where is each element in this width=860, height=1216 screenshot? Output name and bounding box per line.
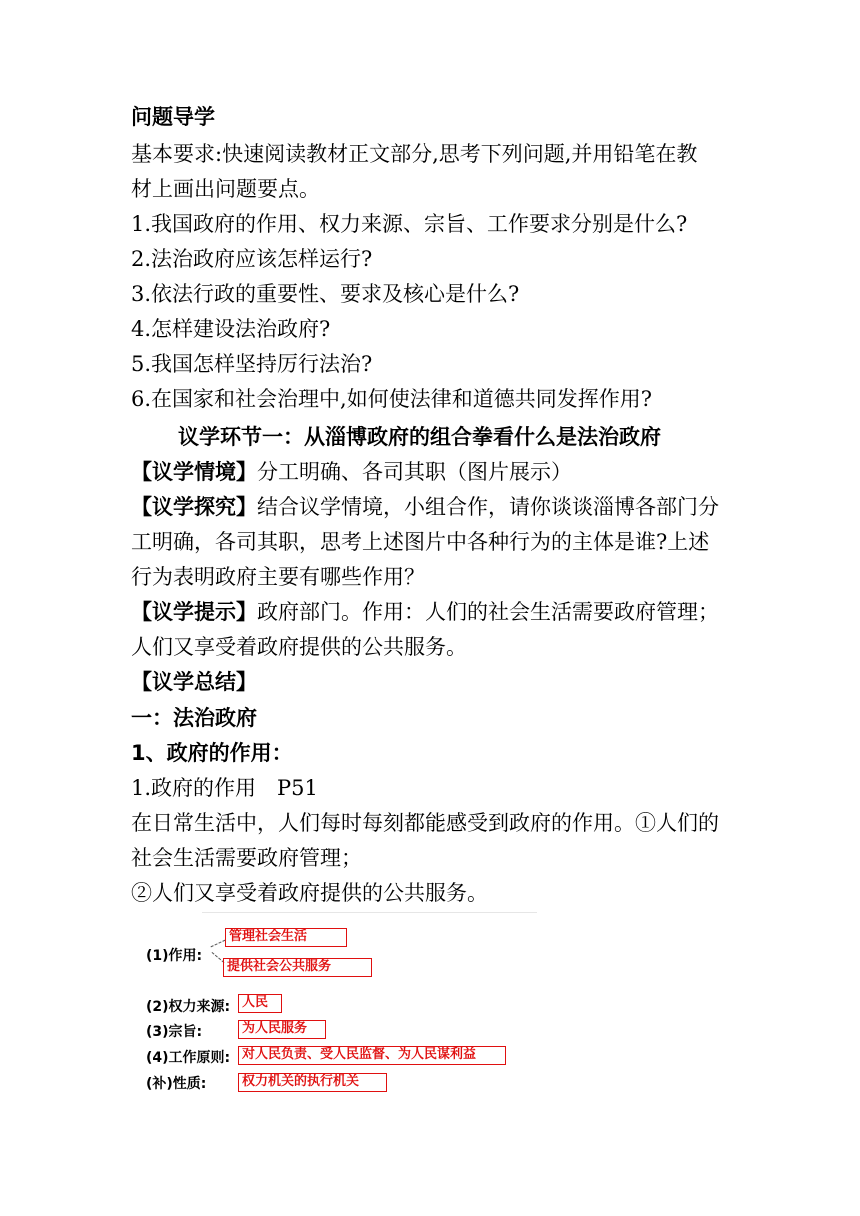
hint-text-1: 政府部门。作用：人们的社会生活需要政府管理； bbox=[257, 600, 719, 624]
purpose-box: 为人民服务 bbox=[238, 1020, 326, 1039]
section-title: 议学环节一：从淄博政府的组合拳看什么是法治政府 bbox=[178, 425, 661, 449]
body-line-3: ②人们又享受着政府提供的公共服务。 bbox=[131, 881, 488, 905]
hint-text-2: 人们又享受着政府提供的公共服务。 bbox=[131, 635, 467, 659]
government-role-diagram bbox=[130, 908, 540, 1098]
label-nature: (补)性质: bbox=[146, 1076, 207, 1092]
explore-text-3: 行为表明政府主要有哪些作用？ bbox=[131, 565, 425, 589]
explore-tag: 【议学探究】 bbox=[131, 495, 257, 519]
hint-tag: 【议学提示】 bbox=[131, 600, 257, 624]
principle-box: 对人民负责、受人民监督、为人民谋利益 bbox=[238, 1046, 506, 1065]
body-line-1: 在日常生活中，人们每时每刻都能感受到政府的作用。①人们的 bbox=[131, 811, 719, 835]
label-principle: (4)工作原则: bbox=[146, 1050, 231, 1066]
role-box-manage: 管理社会生活 bbox=[225, 928, 347, 947]
part-one-heading: 一：法治政府 bbox=[131, 706, 257, 730]
question-5: 5.我国怎样坚持厉行法治? bbox=[131, 352, 373, 376]
situation-paragraph bbox=[131, 454, 751, 490]
question-1: 1.我国政府的作用、权力来源、宗旨、工作要求分别是什么? bbox=[131, 212, 688, 236]
diagram-divider bbox=[202, 912, 537, 913]
body-line-2: 社会生活需要政府管理； bbox=[131, 846, 362, 870]
label-role: (1)作用: bbox=[146, 948, 203, 964]
explore-paragraph-line-1 bbox=[131, 489, 751, 525]
situation-text: 分工明确、各司其职（图片展示） bbox=[257, 460, 572, 484]
nature-box: 权力机关的执行机关 bbox=[238, 1073, 387, 1092]
heading-wenti-daoxue: 问题导学 bbox=[131, 105, 215, 129]
question-4: 4.怎样建设法治政府? bbox=[131, 317, 331, 341]
connector-upper bbox=[211, 940, 226, 948]
hint-paragraph-line-1 bbox=[131, 594, 751, 630]
question-6: 6.在国家和社会治理中,如何使法律和道德共同发挥作用? bbox=[131, 387, 652, 411]
situation-tag: 【议学情境】 bbox=[131, 460, 257, 484]
requirement-line-1: 基本要求:快速阅读教材正文部分,思考下列问题,并用铅笔在教 bbox=[131, 142, 698, 166]
point-one-heading: 1、政府的作用： bbox=[131, 741, 293, 765]
label-purpose: (3)宗旨: bbox=[146, 1024, 203, 1040]
question-3: 3.依法行政的重要性、要求及核心是什么? bbox=[131, 282, 520, 306]
explore-text-1: 结合议学情境，小组合作，请你谈谈淄博各部门分 bbox=[257, 495, 719, 519]
role-box-service: 提供社会公共服务 bbox=[223, 958, 372, 977]
label-source: (2)权力来源: bbox=[146, 999, 231, 1015]
sub-one-heading: 1.政府的作用 P51 bbox=[131, 776, 318, 800]
summary-tag: 【议学总结】 bbox=[131, 670, 257, 694]
requirement-line-2: 材上画出问题要点。 bbox=[131, 177, 320, 201]
explore-text-2: 工明确，各司其职，思考上述图片中各种行为的主体是谁?上述 bbox=[131, 530, 710, 554]
source-box: 人民 bbox=[238, 994, 282, 1013]
question-2: 2.法治政府应该怎样运行? bbox=[131, 247, 373, 271]
